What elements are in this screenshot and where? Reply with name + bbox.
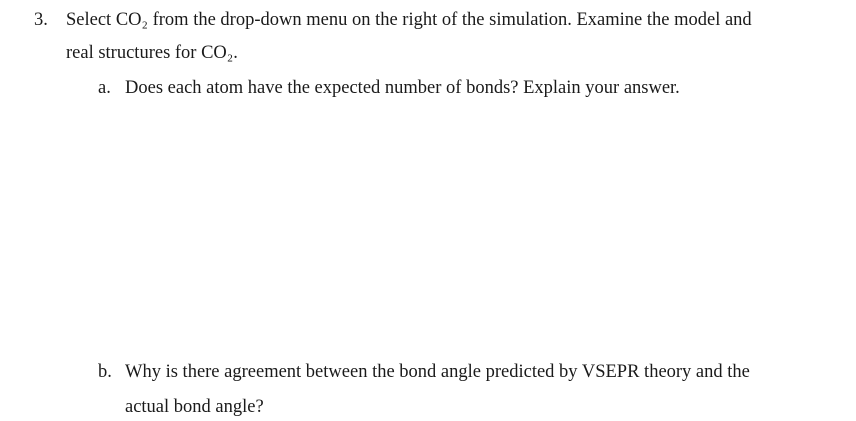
question-text-line-1: Select CO₂ from the drop-down menu on the right of the simulation. Examine the model and [66, 10, 752, 30]
part-a-text: Does each atom have the expected number of bonds? Explain your answer. [125, 78, 680, 98]
part-b-text-line-2: actual bond angle? [125, 397, 264, 417]
question-text-line-2: real structures for CO₂. [66, 43, 238, 63]
part-b-text-line-1: Why is there agreement between the bond angle predicted by VSEPR theory and the [125, 362, 750, 382]
part-b-label: b. [98, 362, 112, 382]
part-a-label: a. [98, 78, 111, 98]
question-number: 3. [34, 10, 48, 30]
part-a-answer-space[interactable] [125, 108, 815, 353]
